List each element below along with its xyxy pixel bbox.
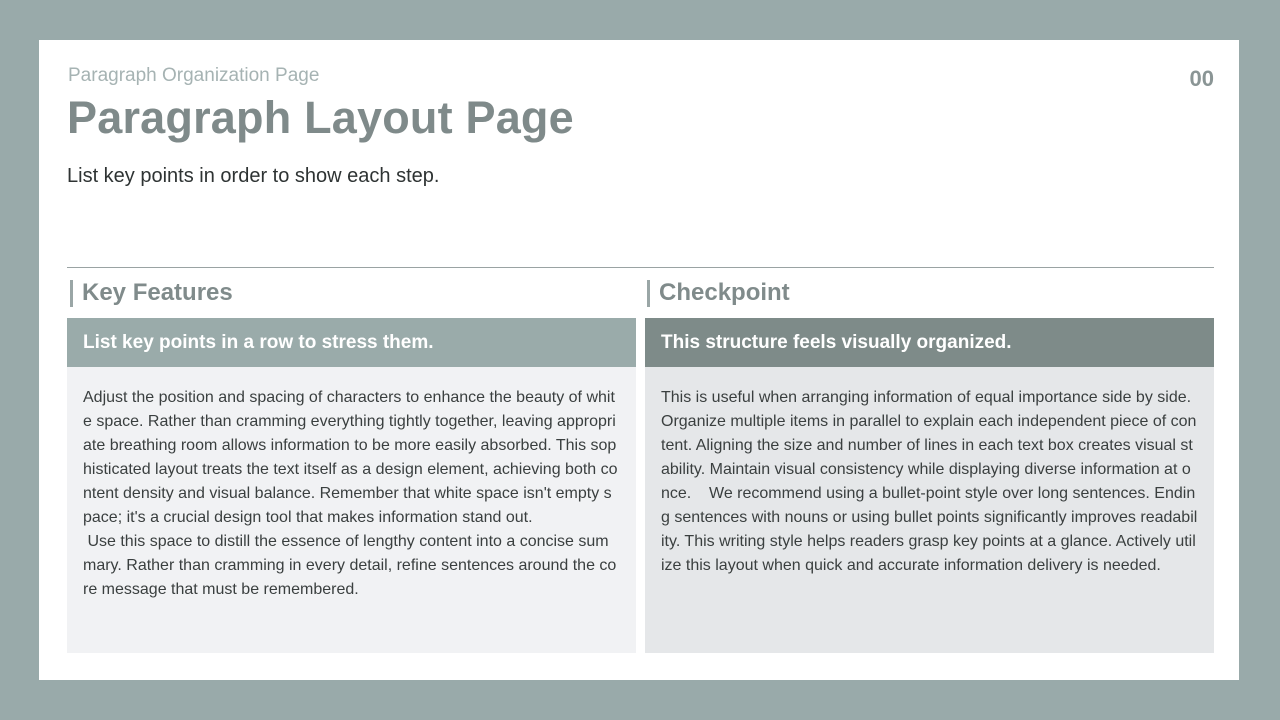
page-supertitle: Paragraph Organization Page (68, 65, 320, 86)
heading-accent-bar (70, 280, 73, 307)
slide (39, 40, 1239, 680)
section-heading-checkpoint (647, 279, 790, 307)
card-body-text: This is useful when arranging information of equal importance side by side. Organize multiple items in parallel to explain each independent piece of content. Aligning the size and number of lines in each text box creates visual stability. Maintain visual consistency while displaying diverse information at once. We recommend using a bullet-point style over long sentences. Ending sentences with nouns or using bullet points significantly improves readability. This writing style helps readers grasp key points at a glance. Actively utilize this layout when quick and accurate information delivery is needed. (661, 389, 1198, 574)
checkpoint-card (645, 318, 1214, 653)
section-divider (67, 267, 1214, 268)
key-features-card (67, 318, 636, 653)
card-body-text: Adjust the position and spacing of characters to enhance the beauty of white space. Rather than cramming everything tightly together, leaving appropriate breathing room allows information to be more easily absorbed. This sophisticated layout treats the text itself as a design element, achieving both content density and visual balance. Remember that white space isn't empty space; it's a crucial design tool that makes information stand out. Use this space to distill the essence of lengthy content into a concise summary. Rather than cramming in every detail, refine sentences around the core message that must be remembered. (83, 389, 618, 598)
card-header: List key points in a row to stress them. (67, 318, 636, 367)
card-header: This structure feels visually organized. (645, 318, 1214, 367)
page-title: Paragraph Layout Page (67, 92, 574, 143)
section-heading-label: Checkpoint (659, 279, 790, 306)
section-heading-key-features (70, 279, 233, 307)
page-number: 00 (1189, 66, 1214, 91)
section-heading-label: Key Features (82, 279, 233, 306)
heading-accent-bar (647, 280, 650, 307)
page-subtitle: List key points in order to show each step. (67, 165, 440, 187)
